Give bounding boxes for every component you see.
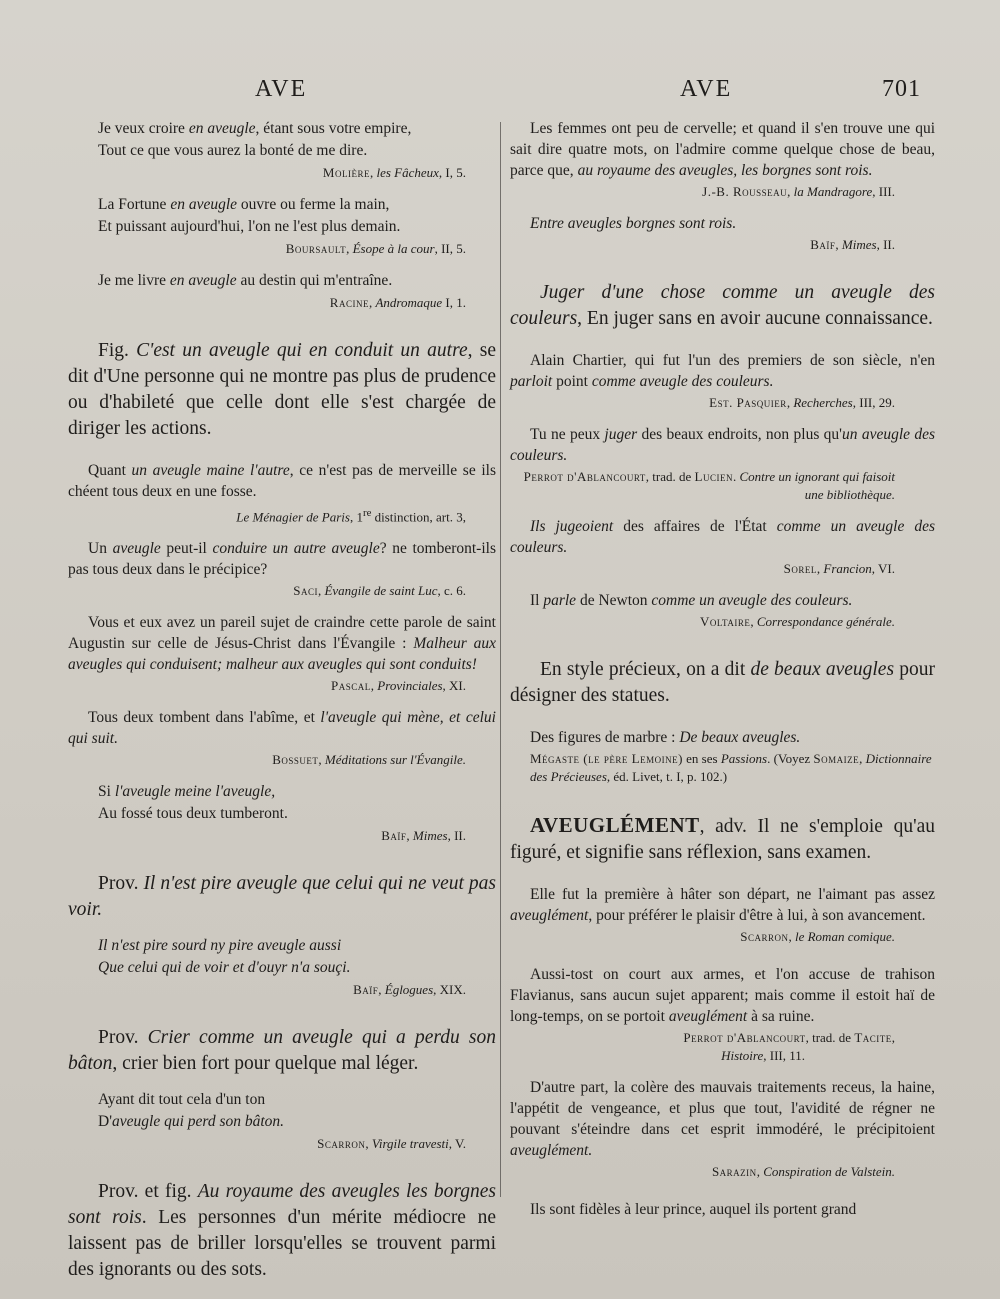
column-divider <box>500 122 501 1197</box>
proverb-pire-aveugle: Prov. Il n'est pire aveugle que celui qui ne veut pas voir. <box>68 873 496 921</box>
quote-scarron-virgile: Ayant dit tout cela d'un ton D'aveugle qui perd son bâton. <box>98 1091 285 1131</box>
quote-scarron-roman: Elle fut la première à hâter son départ, ne l'aimant pas assez aveuglément, pour préférer le plaisir d'être à lui, à son avancement. <box>510 886 935 924</box>
citation-racine: Racine, Andromaque I, 1. <box>329 295 466 310</box>
definition-fig: Fig. C'est un aveugle qui en conduit un autre, se dit d'Une personne qui ne montre pas plus de prudence ou d'habileté que celle dont elle s'est chargée de diriger les actions. <box>68 340 496 439</box>
citation-moliere: Molière, les Fâcheux, I, 5. <box>322 165 466 180</box>
citation-ablancourt-lucien: Perrot d'Ablancourt, trad. de Lucien. Contre un ignorant qui faisoit une bibliothèque. <box>523 469 895 502</box>
citation-baif-mimes: Baïf, Mimes, II. <box>381 828 466 844</box>
citation-baif-eglogues: Baïf, Églogues, XIX. <box>353 982 466 998</box>
citation-scarron-virgile: Scarron, Virgile travesti, V. <box>317 1136 466 1152</box>
citation-scarron-roman: Scarron, le Roman comique. <box>740 929 895 944</box>
citation-voltaire: Voltaire, Correspondance générale. <box>699 614 895 629</box>
entry-aveuglement: AVEUGLÉMENT, adv. Il ne s'emploie qu'au figuré, et signifie sans réflexion, sans examen. <box>510 813 935 863</box>
citation-boursault: Boursault, Ésope à la cour, II, 5. <box>285 241 466 256</box>
proverb-royaume-aveugles: Prov. et fig. Au royaume des aveugles les borgnes sont rois. Les personnes d'un mérite médiocre ne laissent pas de briller lorsqu'elles se trouvent parmi des ignorants ou des sots. <box>68 1181 497 1281</box>
citation-tacite: Perrot d'Ablancourt, trad. de Tacite, Histoire, III, 11. <box>683 1030 895 1063</box>
quote-baif-mimes: Si l'aveugle meine l'aveugle, Au fossé tous deux tumberont. <box>98 783 288 823</box>
quote-voltaire: Il parle de Newton comme un aveugle des couleurs. <box>530 592 853 609</box>
quote-moliere: Je veux croire en aveugle, étant sous votre empire, Tout ce que vous aurez la bonté de me dire. <box>98 120 412 159</box>
running-head-right: AVE <box>680 76 733 102</box>
quote-sarazin: D'autre part, la colère des mauvais traitements receus, la haine, l'appétit de vengeance, et plus que tout, l'avidité de régner ne pouvant s'éteindre dans cet esprit immodéré, le précipitoient aveuglément. <box>510 1079 935 1159</box>
definition-style-precieux: En style précieux, on a dit de beaux aveugles pour désigner des statues. <box>510 659 935 706</box>
quote-boursault: La Fortune en aveugle ouvre ou ferme la main, Et puissant aujourd'hui, l'on ne l'est plus demain. <box>98 196 401 235</box>
citation-sorel: Sorel, Francion, VI. <box>783 561 895 576</box>
citation-megaste: Mégaste (le père Lemoine) en ses Passions. (Voyez Somaize, Dictionnaire des Précieuses, éd. Livet, t. I, p. 102.) <box>530 751 932 784</box>
citation-pasquier: Est. Pasquier, Recherches, III, 29. <box>709 395 895 410</box>
quote-ablancourt-lucien: Tu ne peux juger des beaux endroits, non plus qu'un aveugle des couleurs. <box>510 426 935 464</box>
quote-bossuet: Tous deux tombent dans l'abîme, et l'aveugle qui mène, et celui qui suit. <box>68 709 496 748</box>
quote-baif-eglogues: Il n'est pire sourd ny pire aveugle aussi Que celui qui de voir et d'ouyr n'a souçi. <box>98 937 351 977</box>
citation-bossuet: Bossuet, Méditations sur l'Évangile. <box>272 752 466 768</box>
citation-menagier: Le Ménagier de Paris, 1re distinction, art. 3, <box>236 507 466 525</box>
quote-continued: Ils sont fidèles à leur prince, auquel ils portent grand <box>530 1201 857 1218</box>
quote-saci: Un aveugle peut-il conduire un autre aveugle? ne tomberont-ils pas tous deux dans le précipice? <box>68 540 496 579</box>
quote-racine: Je me livre en aveugle au destin qui m'entraîne. <box>98 272 393 289</box>
citation-rousseau: J.-B. Rousseau, la Mandragore, III. <box>702 184 895 199</box>
quote-sorel: Ils jugeoient des affaires de l'État comme un aveugle des couleurs. <box>510 518 935 556</box>
citation-sarazin: Sarazin, Conspiration de Valstein. <box>711 1164 895 1179</box>
headword: AVEUGLÉMENT <box>530 813 700 837</box>
right-column <box>510 118 935 1220</box>
quote-marbre: Des figures de marbre : De beaux aveugles. <box>530 729 801 746</box>
definition-juger-couleurs: Juger d'une chose comme un aveugle des couleurs, En juger sans en avoir aucune connaissance. <box>510 282 935 329</box>
quote-menagier: Quant un aveugle maine l'autre, ce n'est pas de merveille se ils chéent tous deux en une fosse. <box>68 462 496 500</box>
running-head-left: AVE <box>255 76 308 102</box>
page-number: 701 <box>882 76 921 102</box>
quote-baif-borgnes: Entre aveugles borgnes sont rois. <box>530 215 737 232</box>
quote-pascal: Vous et eux avez un pareil sujet de craindre cette parole de saint Augustin sur celle de Jésus-Christ dans l'Évangile : Malheur aux aveugles qui conduisent; malheur aux aveugles qui sont conduits! <box>68 614 496 674</box>
left-column <box>68 118 496 1283</box>
quote-rousseau: Les femmes ont peu de cervelle; et quand il s'en trouve une qui sait dire quatre mots, on l'admire comme quelque chose de beau, parce que, au royaume des aveugles, les borgnes sont rois. <box>510 120 935 179</box>
citation-pascal: Pascal, Provinciales, XI. <box>331 678 466 694</box>
proverb-crier-aveugle: Prov. Crier comme un aveugle qui a perdu son bâton, crier bien fort pour quelque mal léger. <box>68 1027 496 1075</box>
citation-baif-borgnes: Baïf, Mimes, II. <box>810 237 895 252</box>
quote-tacite: Aussi-tost on court aux armes, et l'on accuse de trahison Flavianus, sans aucun sujet apparent; mais comme il estoit haï de long-temps, on se portoit aveuglément à sa ruine. <box>510 966 935 1025</box>
citation-saci: Saci, Évangile de saint Luc, c. 6. <box>293 583 466 599</box>
quote-pasquier: Alain Chartier, qui fut l'un des premiers de son siècle, n'en parloit point comme aveugle des couleurs. <box>510 352 935 390</box>
